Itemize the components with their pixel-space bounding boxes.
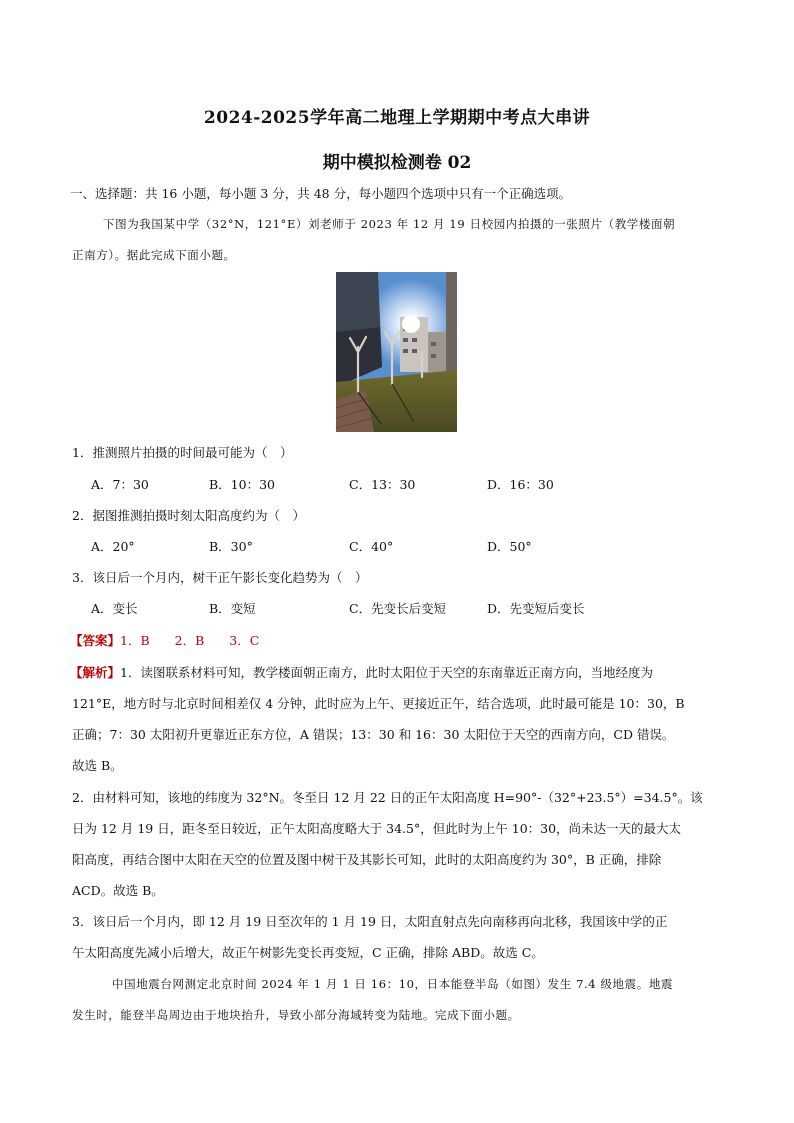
analysis-line-5: 2．由材料可知，该地的纬度为 32°N。冬至日 12 月 22 日的正午太阳高度 H=90°-（32°+23.5°）=34.5°。该 bbox=[72, 790, 703, 805]
question-2-option-b: B．30° bbox=[209, 539, 253, 554]
answer-line bbox=[70, 631, 734, 651]
intro-paragraph-2-line-2: 发生时，能登半岛周边由于地块抬升，导致小部分海域转变为陆地。完成下面小题。 bbox=[72, 1008, 520, 1022]
answer-text: 1．B 2．B 3．C bbox=[120, 633, 260, 648]
answer-label: 【答案】 bbox=[70, 633, 121, 648]
question-3-option-a: A．变长 bbox=[91, 601, 138, 616]
analysis-line-2: 121°E，地方时与北京时间相差仅 4 分钟，此时应为上午、更接近正午，结合选项，此时最可能是 10：30，B bbox=[72, 696, 685, 711]
question-1-option-d: D．16：30 bbox=[487, 477, 554, 492]
campus-photo bbox=[336, 272, 457, 432]
question-1-option-c: C．13：30 bbox=[349, 477, 416, 492]
question-1-stem: 1．推测照片拍摄的时间最可能为（ ） bbox=[72, 445, 293, 460]
question-3-option-d: D．先变短后变长 bbox=[487, 601, 585, 616]
analysis-line-1 bbox=[70, 663, 734, 683]
question-1-option-b: B．10：30 bbox=[209, 477, 275, 492]
analysis-line-6: 日为 12 月 19 日，距冬至日较近，正午太阳高度略大于 34.5°，但此时为上午 10：30，尚未达一天的最大太 bbox=[72, 821, 682, 836]
intro-paragraph-2-line-1: 中国地震台网测定北京时间 2024 年 1 月 1 日 16：10，日本能登半岛（如图）发生 7.4 级地震。地震 bbox=[112, 977, 674, 991]
question-2-option-a: A．20° bbox=[91, 539, 135, 554]
question-3-option-c: C．先变长后变短 bbox=[349, 601, 447, 616]
document-subtitle: 期中模拟检测卷 02 bbox=[322, 153, 472, 173]
question-2-option-d: D．50° bbox=[487, 539, 532, 554]
document-title: 2024-2025学年高二地理上学期期中考点大串讲 bbox=[203, 108, 591, 128]
analysis-line-9: 3．该日后一个月内，即 12 月 19 日至次年的 1 月 19 日，太阳直射点先向南移再向北移，我国该中学的正 bbox=[72, 914, 668, 929]
campus-photo-image bbox=[336, 272, 457, 432]
analysis-line-10: 午太阳高度先减小后增大，故正午树影先变长再变短，C 正确，排除 ABD。故选 C。 bbox=[72, 945, 544, 960]
intro-paragraph-1-line-2: 正南方）。据此完成下面小题。 bbox=[72, 248, 236, 262]
intro-paragraph-1-line-1: 下图为我国某中学（32°N，121°E）刘老师于 2023 年 12 月 19 日校园内拍摄的一张照片（教学楼面朝 bbox=[103, 217, 676, 231]
question-1-option-a: A．7：30 bbox=[91, 477, 149, 492]
question-2-option-c: C．40° bbox=[349, 539, 394, 554]
section-heading: 一、选择题：共 16 小题，每小题 3 分，共 48 分，每小题四个选项中只有一个正确选项。 bbox=[70, 186, 572, 201]
question-3-stem: 3．该日后一个月内，树干正午影长变化趋势为（ ） bbox=[72, 570, 368, 585]
analysis-line-3: 正确；7：30 太阳初升更靠近正东方位，A 错误；13：30 和 16：30 太阳位于天空的西南方向，CD 错误。 bbox=[72, 727, 675, 742]
analysis-text-1: 1．读图联系材料可知，教学楼面朝正南方，此时太阳位于天空的东南靠近正南方向，当地经度为 bbox=[120, 665, 653, 680]
analysis-line-8: ACD。故选 B。 bbox=[72, 883, 164, 898]
question-3-option-b: B．变短 bbox=[209, 601, 256, 616]
analysis-label: 【解析】 bbox=[70, 665, 121, 680]
analysis-line-7: 阳高度，再结合图中太阳在天空的位置及图中树干及其影长可知，此时的太阳高度约为 30°，B 正确，排除 bbox=[72, 852, 662, 867]
question-2-stem: 2．据图推测拍摄时刻太阳高度约为（ ） bbox=[72, 508, 305, 523]
analysis-line-4: 故选 B。 bbox=[72, 758, 123, 773]
